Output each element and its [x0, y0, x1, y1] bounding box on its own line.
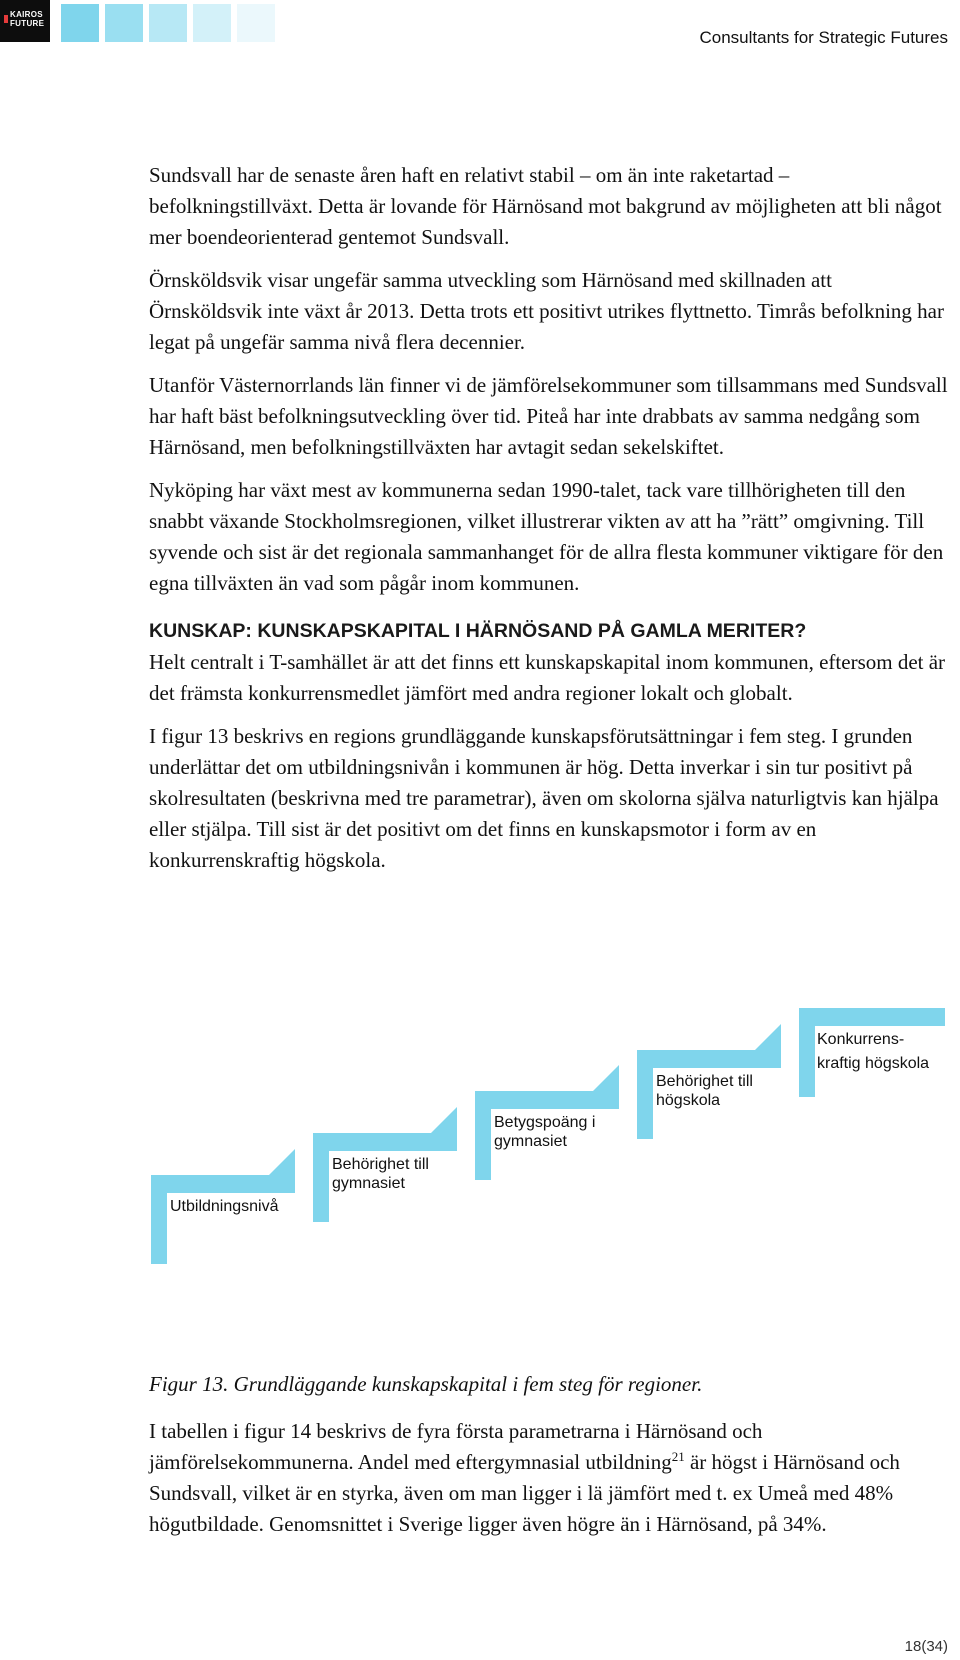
kairos-future-logo — [0, 0, 50, 42]
step-4-corner — [755, 1024, 781, 1050]
step-4-top-bar — [637, 1050, 781, 1068]
logo-accent-mark — [4, 15, 8, 23]
paragraph-figur-14 — [149, 1416, 949, 1540]
step-2-side-bar — [313, 1133, 329, 1222]
step-2-corner — [431, 1107, 457, 1133]
paragraph-sundsvall: Sundsvall har de senaste åren haft en relativt stabil – om än inte raketartad – befolkningstillväxt. Detta är lovande för Härnösand mot bakgrund av möjligheten att bli något mer boendeorienterad gentemot Sundsvall. — [149, 163, 942, 249]
paragraph-nykoping: Nyköping har växt mest av kommunerna sedan 1990-talet, tack vare tillhörigheten till den snabbt växande Stockholmsregionen, vilket illustrerar vikten av att ha ”rätt” omgivning. Till syvende och sist är det regionala sammanhanget för de allra flesta kommuner viktigare för den egna tillväxten än vad som pågår inom kommunen. — [149, 478, 944, 595]
footnote-ref-21[interactable]: 21 — [671, 1449, 685, 1464]
step-1-top-bar — [151, 1175, 295, 1193]
body-text-bottom — [149, 1416, 949, 1552]
paragraph-vasternorrland: Utanför Västernorrlands län finner vi de jämförelsekommuner som tillsammans med Sundsvall har haft bäst befolkningsutveckling över tid. Piteå har inte drabbats av samma nedgång som Härnösand, men befolkningstillväxten har avtagit sedan sekelskiftet. — [149, 373, 948, 459]
figure-caption: Figur 13. Grundläggande kunskapskapital i fem steg för regioner. — [149, 1372, 703, 1396]
step-5-side-bar — [799, 1008, 815, 1097]
step-1-label: Utbildningsnivå — [170, 1198, 279, 1215]
step-4-side-bar — [637, 1050, 653, 1139]
step-5-label-line-1: Konkurrens- — [817, 1031, 905, 1048]
step-5-label — [817, 1030, 947, 1073]
step-1-corner — [269, 1149, 295, 1175]
paragraph-figur-13: I figur 13 beskrivs en regions grundläggande kunskapsförutsättningar i fem steg. I grunden underlättar det om utbildningsnivån i kommunen är hög. Detta inverkar i sin tur positivt på skolresultaten (beskrivna med tre parametrar), även om skolorna själva naturligtvis kan hjälpa eller stjälpa. Till sist är det positivt om det finns en kunskapsmotor i form av en konkurrenskraftig högskola. — [149, 724, 939, 872]
step-5-top-bar — [799, 1008, 945, 1026]
step-2-top-bar — [313, 1133, 457, 1151]
paragraph-ornskoldsvik: Örnsköldsvik visar ungefär samma utveckling som Härnösand med skillnaden att Örnsköldsvik inte växt år 2013. Detta trots ett positivt utrikes flyttnetto. Timrås befolkning har legat på ungefär samma nivå flera decennier. — [149, 268, 944, 354]
header-square-3 — [149, 4, 187, 42]
section-heading: KUNSKAP: KUNSKAPSKAPITAL I HÄRNÖSAND PÅ GAMLA MERITER? — [149, 620, 807, 642]
step-2-label: Behörighet till gymnasiet — [332, 1156, 429, 1192]
step-3-side-bar — [475, 1091, 491, 1180]
header-square-1 — [61, 4, 99, 42]
page-number: 18(34) — [904, 1638, 948, 1655]
step-4-label: Behörighet till högskola — [656, 1073, 753, 1109]
header-square-4 — [193, 4, 231, 42]
step-3-top-bar — [475, 1091, 619, 1109]
step-5-label-line-2: kraftig högskola — [817, 1055, 930, 1072]
step-3-corner — [593, 1065, 619, 1091]
body-text-top — [149, 160, 949, 888]
paragraph-figur-14-part-2: är högst i Härnösand och Sundsvall, vilket är en styrka, även om man ligger i lä jämfört med t. ex Umeå med 48% högutbildade. Genomsnittet i Sverige ligger även högre än i Härnösand, på 34%. — [149, 1450, 900, 1536]
header-square-2 — [105, 4, 143, 42]
header-square-5 — [237, 4, 275, 42]
step-1-side-bar — [151, 1175, 167, 1264]
logo-line-2: FUTURE — [10, 19, 45, 28]
step-3-label: Betygspoäng i gymnasiet — [494, 1114, 596, 1150]
header-tagline: Consultants for Strategic Futures — [699, 28, 948, 47]
logo-line-1: KAIROS — [10, 10, 43, 19]
paragraph-figur-14-part-1: I tabellen i figur 14 beskrivs de fyra första parametrarna i Härnösand och jämförelsekommunerna. Andel med eftergymnasial utbildning — [149, 1419, 763, 1474]
paragraph-t-samhallet: Helt centralt i T-samhället är att det finns ett kunskapskapital inom kommunen, eftersom det är det främsta konkurrensmedlet jämfört med andra regioner lokalt och globalt. — [149, 650, 946, 705]
